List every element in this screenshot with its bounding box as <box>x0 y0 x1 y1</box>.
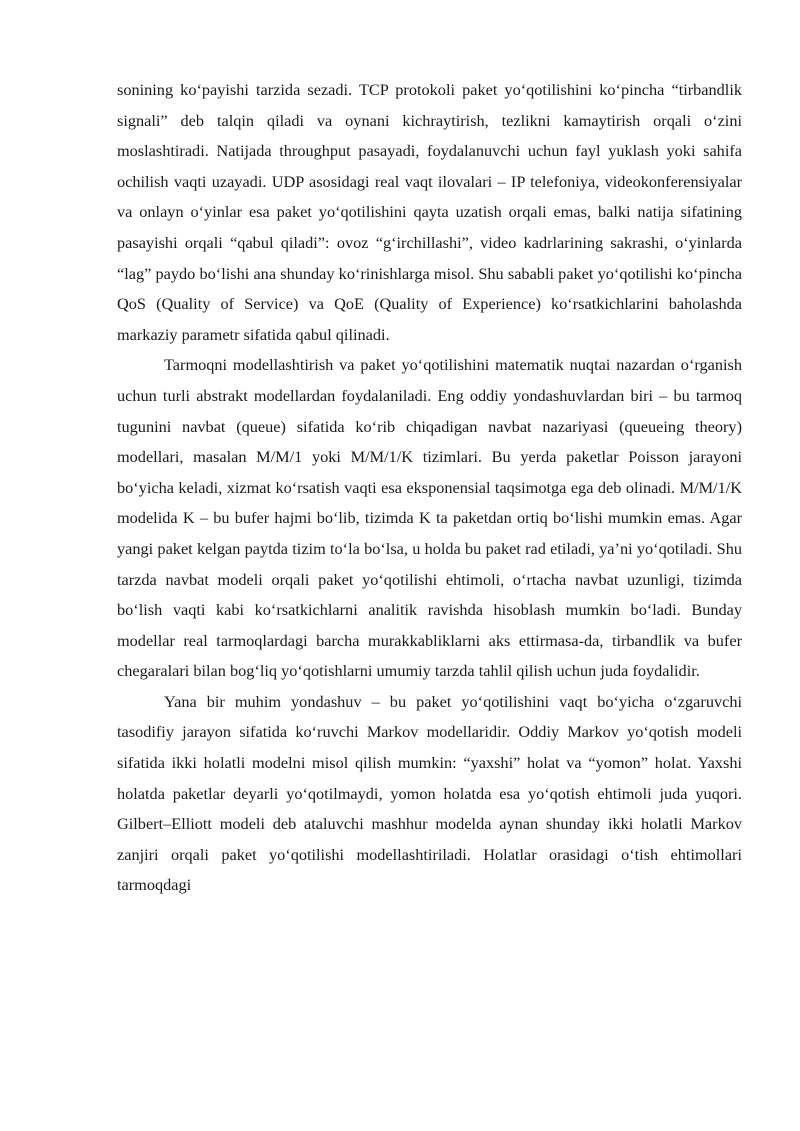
document-page <box>117 75 742 901</box>
paragraph-markov-models: Yana bir muhim yondashuv – bu paket yoʻqotilishini vaqt boʻyicha oʻzgaruvchi tasodifiy jarayon sifatida koʻruvchi Markov modellaridir. Oddiy Markov yoʻqotish modeli sifatida ikki holatli modelni misol qilish mumkin: “yaxshi” holat va “yomon” holat. Yaxshi holatda paketlar deyarli yoʻqotilmaydi, yomon holatda esa yoʻqotish ehtimoli juda yuqori. Gilbert–Elliott modeli deb ataluvchi mashhur modelda aynan shunday ikki holatli Markov zanjiri orqali paket yoʻqotilishi modellashtiriladi. Holatlar orasidagi oʻtish ehtimollari tarmoqdagi <box>117 691 742 895</box>
paragraph-queueing-models: Tarmoqni modellashtirish va paket yoʻqotilishini matematik nuqtai nazardan oʻrganish uchun turli abstrakt modellardan foydalaniladi. Eng oddiy yondashuvlardan biri – bu tarmoq tugunini navbat (queue) sifatida koʻrib chiqadigan navbat nazariyasi (queueing theory) modellari, masalan M/M/1 yoki M/M/1/K tizimlari. Bu yerda paketlar Poisson jarayoni boʻyicha keladi, xizmat koʻrsatish vaqti esa eksponensial taqsimotga ega deb olinadi. M/M/1/K modelida K – bu bufer hajmi boʻlib, tizimda K ta paketdan ortiq boʻlishi mumkin emas. Agar yangi paket kelgan paytda tizim toʻla boʻlsa, u holda bu paket rad etiladi, yaʼni yoʻqotiladi. Shu tarzda navbat modeli orqali paket yoʻqotilishi ehtimoli, oʻrtacha navbat uzunligi, tizimda boʻlish vaqti kabi koʻrsatkichlarni analitik ravishda hisoblash mumkin boʻladi. Bunday modellar real tarmoqlardagi barcha murakkabliklarni aks ettirmasa-da, tirbandlik va bufer chegaralari bilan bogʻliq yoʻqotishlarni umumiy tarzda tahlil qilish uchun juda foydalidir. <box>117 355 742 681</box>
paragraph-continuation: sonining koʻpayishi tarzida sezadi. TCP protokoli paket yoʻqotilishini koʻpincha “tirbandlik signali” deb talqin qiladi va oynani kichraytirish, tezlikni kamaytirish orqali oʻzini moslashtiradi. Natijada throughput pasayadi, foydalanuvchi uchun fayl yuklash yoki sahifa ochilish vaqti uzayadi. UDP asosidagi real vaqt ilovalari – IP telefoniya, videokonferensiyalar va onlayn oʻyinlar esa paket yoʻqotilishini qayta uzatish orqali emas, balki natija sifatining pasayishi orqali “qabul qiladi”: ovoz “gʻirchillashi”, video kadrlarining sakrashi, oʻyinlarda “lag” paydo boʻlishi ana shunday koʻrinishlarga misol. Shu sababli paket yoʻqotilishi koʻpincha QoS (Quality of Service) va QoE (Quality of Experience) koʻrsatkichlarini baholashda markaziy parametr sifatida qabul qilinadi. <box>117 80 742 344</box>
